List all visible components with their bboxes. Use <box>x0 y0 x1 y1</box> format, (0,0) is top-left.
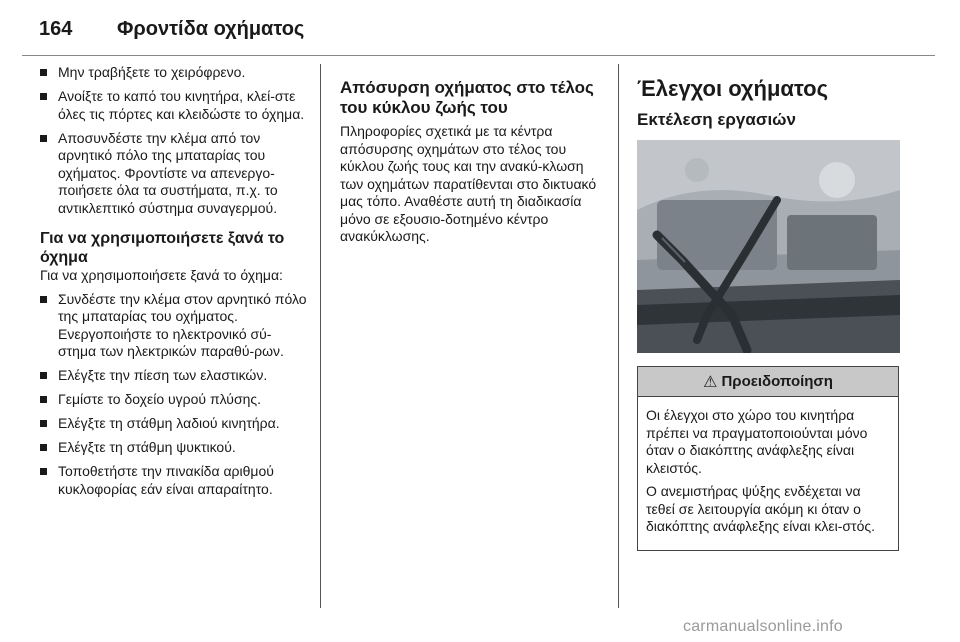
warning-triangle-icon: ⚠ <box>703 373 718 391</box>
warning-paragraph: Ο ανεμιστήρας ψύξης ενδέχεται να τεθεί σε λειτουργία ακόμη κι όταν ο διακόπτης ανάφλεξης είναι κλει-στός. <box>646 483 876 534</box>
intro-text: Για να χρησιμοποιήσετε ξανά το όχημα: <box>40 267 283 283</box>
warning-box <box>637 366 899 551</box>
list-item: Ελέγξτε τη στάθμη ψυκτικού. <box>40 439 308 457</box>
bullet-square-icon <box>40 468 47 475</box>
bullet-square-icon <box>40 372 47 379</box>
bullet-square-icon <box>40 135 47 142</box>
warning-header <box>638 367 898 397</box>
bullet-list-preparation <box>40 64 308 217</box>
list-item: Αποσυνδέστε την κλέμα από τον αρνητικό πόλο της μπαταρίας του οχήματος. Φροντίστε να απενεργο-ποιήσετε όλα τα συστήματα, π.χ. το αντικλεπτικό σύστημα συναγερμού. <box>40 130 308 218</box>
list-item: Ελέγξτε την πίεση των ελαστικών. <box>40 367 308 385</box>
subheading-reuse: Για να χρησιμοποιήσετε ξανά το όχημα <box>40 230 285 266</box>
bullet-square-icon <box>40 296 47 303</box>
bullet-square-icon <box>40 93 47 100</box>
engine-bay-illustration <box>637 140 900 353</box>
column-left <box>40 64 308 505</box>
bullet-square-icon <box>40 444 47 451</box>
warning-body <box>638 397 898 550</box>
bullet-square-icon <box>40 396 47 403</box>
header-rule <box>22 55 935 56</box>
end-of-life-text: Πληροφορίες σχετικά με τα κέντρα απόσυρσης οχημάτων στο τέλος του κύκλου ζωής τους και την ανακύ-κλωση των οχημάτων παρατίθενται στο δικτυακό μας τόπο. Αναθέστε αυτή τη διαδικασία μόνο σε εξουσιο-δοτημένο κέντρο ανακύκλωσης. <box>340 123 597 244</box>
list-item: Γεμίστε το δοχείο υγρού πλύσης. <box>40 391 308 409</box>
heading-end-of-life: Απόσυρση οχήματος στο τέλος του κύκλου ζωής του <box>340 78 594 117</box>
page-header <box>0 0 960 56</box>
watermark: carmanualsonline.info <box>683 618 843 635</box>
warning-paragraph: Οι έλεγχοι στο χώρο του κινητήρα πρέπει να πραγματοποιούνται μόνο όταν ο διακόπτης ανάφλεξης είναι κλειστός. <box>646 407 868 476</box>
bullet-square-icon <box>40 420 47 427</box>
section-title-vehicle-checks: Έλεγχοι οχήματος <box>637 76 829 101</box>
list-item: Ελέγξτε τη στάθμη λαδιού κινητήρα. <box>40 415 308 433</box>
column-divider <box>320 64 321 608</box>
page-number: 164 <box>39 18 73 40</box>
page-title: Φροντίδα οχήματος <box>117 18 305 40</box>
list-item: Τοποθετήστε την πινακίδα αριθμού κυκλοφορίας εάν είναι απαραίτητο. <box>40 463 308 498</box>
list-item: Ανοίξτε το καπό του κινητήρα, κλεί-στε όλες τις πόρτες και κλειδώστε το όχημα. <box>40 88 308 123</box>
column-right <box>637 64 900 551</box>
column-middle <box>340 64 608 252</box>
bullet-square-icon <box>40 69 47 76</box>
list-item: Συνδέστε την κλέμα στον αρνητικό πόλο της μπαταρίας του οχήματος. Ενεργοποιήστε το ηλεκτρονικό σύ-στημα των ηλεκτρικών παραθύ-ρων. <box>40 291 308 361</box>
subsection-title-performing-work: Εκτέλεση εργασιών <box>637 110 796 129</box>
engine-bay-photo <box>637 140 900 353</box>
bullet-list-reuse <box>40 291 308 499</box>
column-divider <box>618 64 619 608</box>
warning-title: Προειδοποίηση <box>721 373 833 390</box>
list-item: Μην τραβήξετε το χειρόφρενο. <box>40 64 308 82</box>
